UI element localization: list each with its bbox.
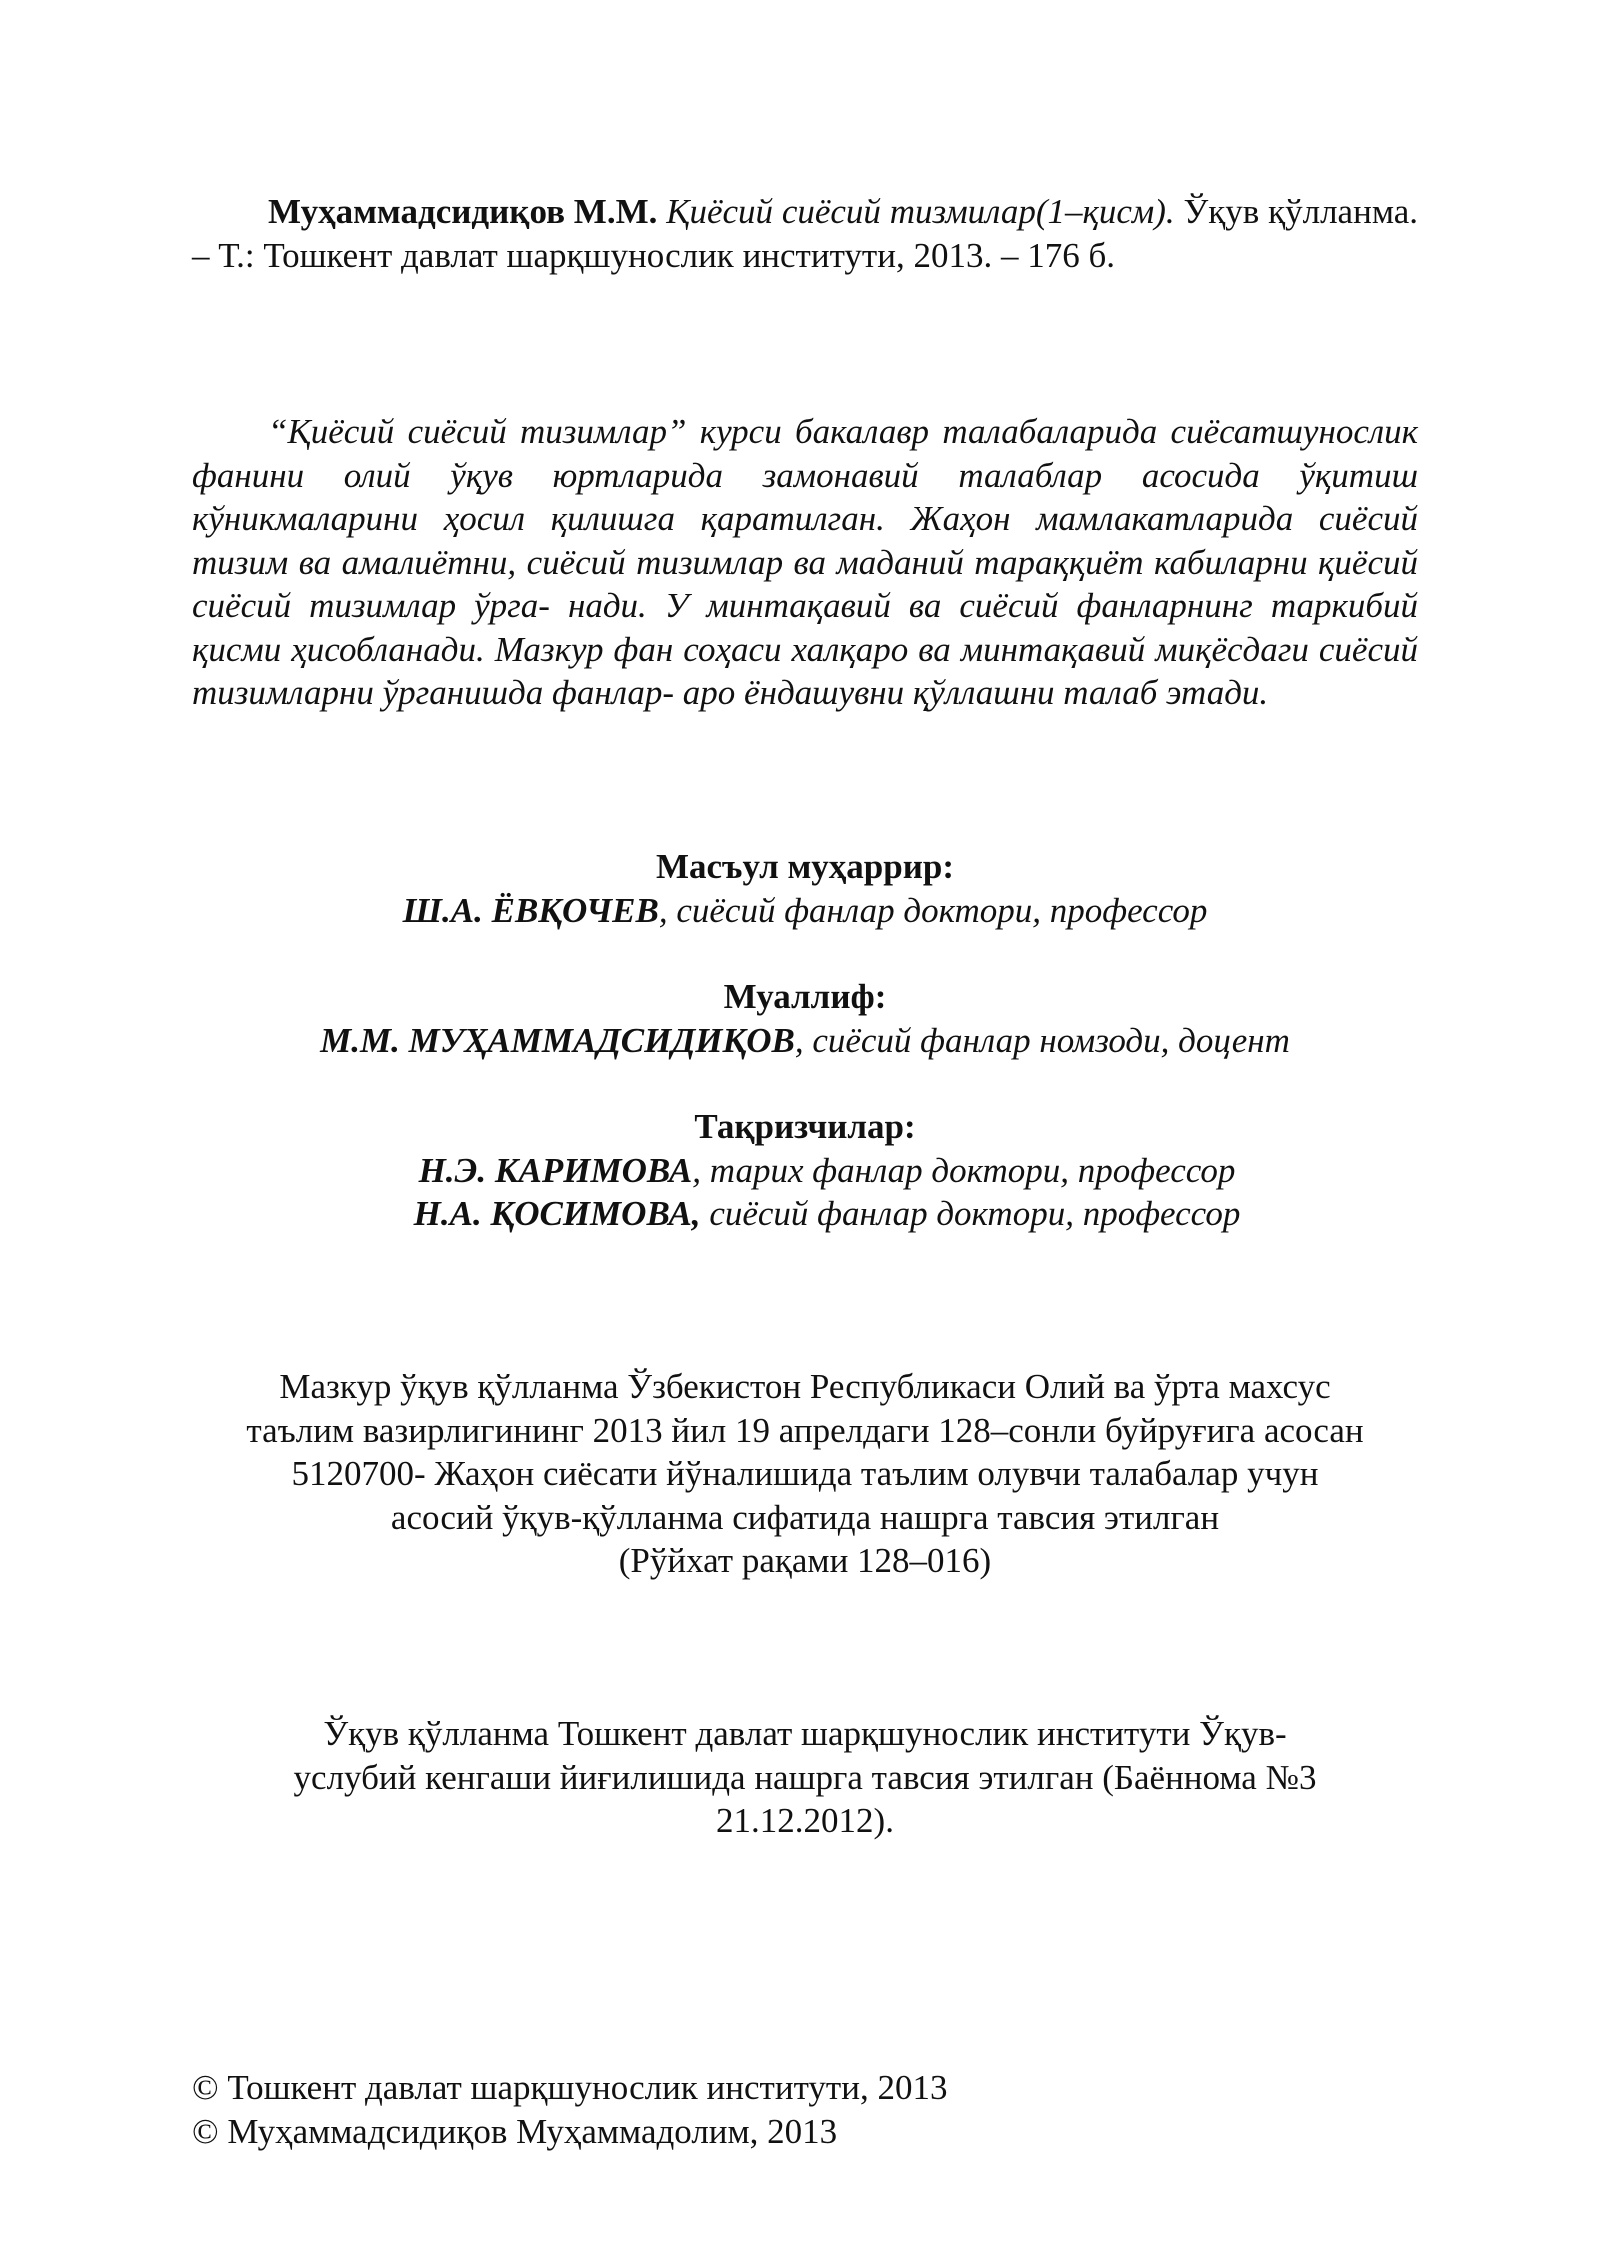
citation-author: Муҳаммадсидиқов М.М. <box>268 192 658 231</box>
reviewers-block <box>192 1105 1418 1236</box>
editor-title: , сиёсий фанлар доктори, профессор <box>658 890 1208 930</box>
approval-line: таълим вазирлигининг 2013 йил 19 апрелдаги 128–сонли буйруғига асосан <box>246 1410 1364 1450</box>
bibliographic-citation <box>192 190 1418 277</box>
annotation-paragraph: “Қиёсий сиёсий тизимлар” курси бакалавр талабаларида сиёсатшунослик фанини олий ўқув юртларида замонавий талаблар асосида ўқитиш кўникмаларини ҳосил қилишга қаратилган. Жаҳон мамлакатларида сиёсий тизим ва амалиётни, сиёсий тизимлар ва маданий тараққиёт кабиларни қиёсий сиёсий тизимлар ўрга- нади. У минтақавий ва сиёсий фанларнинг таркибий қисми ҳисобланади. Мазкур фан соҳаси халқаро ва минтақавий миқёсдаги сиёсий тизимларни ўрганишда фанлар- аро ёндашувни қўллашни талаб этади. <box>192 412 1418 712</box>
author-block <box>192 975 1418 1062</box>
author-role-heading: Муаллиф: <box>723 977 887 1016</box>
copyright-line: © Тошкент давлат шарқшунослик институти, 2013 <box>192 2068 948 2107</box>
editor-line <box>192 889 1418 933</box>
approval-line: 5120700- Жаҳон сиёсати йўналишида таълим олувчи талабалар учун <box>291 1454 1319 1493</box>
author-title: , сиёсий фанлар номзоди, доцент <box>794 1020 1290 1060</box>
ministry-approval-note <box>192 1365 1418 1583</box>
responsible-editor-block <box>192 845 1418 932</box>
council-recommendation-note <box>192 1712 1418 1843</box>
reviewer-line <box>192 1149 1418 1193</box>
copyright-line: © Муҳаммадсидиқов Муҳаммадолим, 2013 <box>192 2111 838 2151</box>
reviewer-title: сиёсий фанлар доктори, профессор <box>700 1194 1241 1233</box>
editor-name: Ш.А. ЁВҚОЧЕВ <box>402 890 659 930</box>
reviewer-line <box>192 1192 1418 1236</box>
council-line: 21.12.2012). <box>716 1801 894 1840</box>
reviewer-title: , тарих фанлар доктори, профессор <box>692 1150 1236 1190</box>
copyright-block <box>192 2066 1418 2153</box>
reviewer-name: Н.Э. КАРИМОВА <box>418 1150 693 1190</box>
approval-line: асосий ўқув-қўлланма сифатида нашрга тавсия этилган <box>390 1497 1220 1537</box>
citation-details: Ўқув қўлланма. – Т.: Тошкент давлат шарқшунослик институти, 2013. – 176 б. <box>192 192 1419 275</box>
approval-line: Мазкур ўқув қўлланма Ўзбекистон Республикаси Олий ва ўрта махсус <box>279 1367 1331 1406</box>
reviewers-role-heading: Тақризчилар: <box>694 1107 916 1146</box>
registration-number: (Рўйхат рақами 128–016) <box>618 1541 992 1580</box>
author-name: М.М. МУҲАММАДСИДИҚОВ <box>320 1020 795 1060</box>
author-line <box>192 1019 1418 1063</box>
editor-role-heading: Масъул муҳаррир: <box>655 847 955 886</box>
council-line: услубий кенгаши йиғилишида нашрга тавсия этилган (Баённома №3 <box>293 1757 1317 1797</box>
citation-title: Қиёсий сиёсий тизмилар(1–қисм). <box>666 192 1175 231</box>
reviewer-name: Н.А. ҚОСИМОВА, <box>413 1194 701 1233</box>
council-line: Ўқув қўлланма Тошкент давлат шарқшунослик институти Ўқув- <box>323 1714 1287 1753</box>
